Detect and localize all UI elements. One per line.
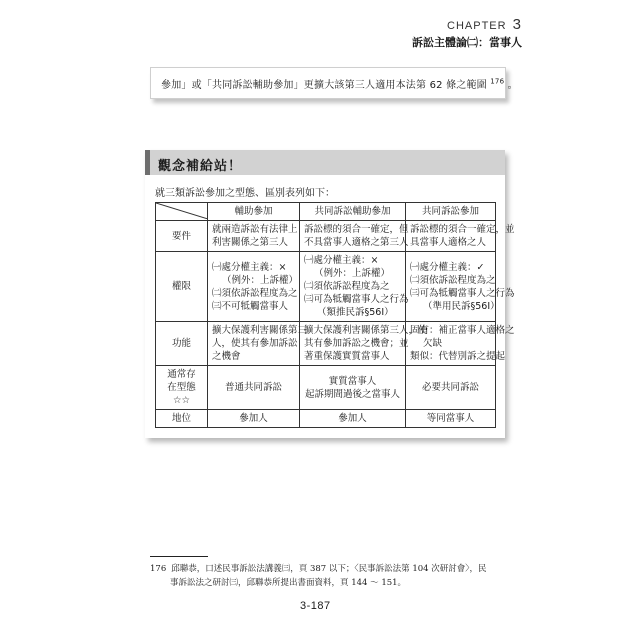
cell-line: 擴大保護利害關係第三 xyxy=(212,325,308,336)
row-label xyxy=(156,252,208,322)
cell-line: 普通共同訴訟 xyxy=(224,382,282,393)
column-header: 共同訴訟輔助參加 xyxy=(300,203,406,221)
table-cell xyxy=(208,252,300,322)
table-cell xyxy=(300,322,428,366)
title-accent-bar xyxy=(145,150,150,175)
chapter-title: 訴訟主體論㈡：當事人 xyxy=(412,36,522,49)
table-row xyxy=(156,252,496,322)
cell-line: ㈢可為牴觸當事人之行為 xyxy=(304,294,409,305)
chapter-word: CHAPTER xyxy=(447,20,507,32)
row-label-line: ☆☆ xyxy=(172,395,191,406)
row-label-line: 在型態 xyxy=(167,382,196,393)
table-cell xyxy=(300,410,406,428)
cell-line: 起訴期間過後之當事人 xyxy=(304,388,400,400)
cell-line: 訴訟標的須合一確定，但 xyxy=(304,224,409,235)
cell-line: ㈠處分權主義：× xyxy=(304,255,379,266)
table-cell xyxy=(406,410,496,428)
quote-body: 參加」或「共同訴訟輔助參加」更擴大該第三人適用本法第 62 條之範圍 xyxy=(161,80,487,91)
footnote-text-line: 邱聯恭，口述民事訴訟法講義㈢，頁 387 以下；〈民事訴訟法第 104 次研討會〉，民 xyxy=(171,564,487,574)
cell-line: ㈢可為牴觸當事人之行為 xyxy=(410,287,515,299)
cell-line: 欠缺 xyxy=(423,338,443,349)
table-cell xyxy=(208,322,308,366)
running-header xyxy=(412,16,522,50)
quote-end: 。 xyxy=(507,80,518,91)
table-cell xyxy=(406,366,496,410)
row-label xyxy=(156,221,208,252)
table-row xyxy=(156,410,496,428)
cell-line: 固有：補正當事人適格之 xyxy=(410,325,515,336)
cell-line: 類似：代替別訴之提起 xyxy=(410,351,506,362)
cell-line: ㈢不可牴觸當事人 xyxy=(212,300,289,312)
concept-title-bar xyxy=(145,150,505,175)
footnote-divider xyxy=(150,556,208,557)
table-row xyxy=(156,221,496,252)
table-corner-cell xyxy=(156,203,208,221)
table-header-row xyxy=(156,203,496,221)
cell-line: 具當事人適格之人 xyxy=(410,237,487,248)
cell-line: 參加人 xyxy=(338,413,367,424)
cell-line: 擴大保護利害關係第三人，使 xyxy=(304,325,428,336)
row-label xyxy=(156,366,208,410)
footnote xyxy=(150,562,500,590)
concept-intro: 就三類訴訟參加之型態、區別表列如下： xyxy=(155,188,335,199)
column-header: 共同訴訟參加 xyxy=(406,203,496,221)
row-label xyxy=(156,322,208,366)
cell-line: （例外：上訴權） xyxy=(314,268,391,279)
table-cell xyxy=(208,410,300,428)
cell-line: 訴訟標的須合一確定，並 xyxy=(410,224,515,235)
cell-line: 等同當事人 xyxy=(426,413,475,424)
table-cell xyxy=(406,221,515,252)
cell-line: （例外：上訴權） xyxy=(222,274,299,286)
diagonal-line-icon xyxy=(156,203,208,219)
cell-line: 之機會 xyxy=(212,351,241,362)
table-row xyxy=(156,366,496,410)
table-cell xyxy=(300,252,409,322)
cell-line: 必要共同訴訟 xyxy=(421,382,479,393)
chapter-number: 3 xyxy=(512,16,522,33)
row-label xyxy=(156,410,208,428)
table-cell xyxy=(406,322,515,366)
quote-box xyxy=(150,67,518,99)
row-label-line: 權限 xyxy=(171,281,191,292)
table-cell xyxy=(300,221,409,252)
cell-line: 利害關係之第三人 xyxy=(212,237,289,248)
footnote-number: 176 xyxy=(150,564,167,574)
table-row xyxy=(156,322,496,366)
cell-line: ㈠處分權主義：✓ xyxy=(410,261,485,273)
cell-line: ㈡須依訴訟程度為之 xyxy=(212,287,298,299)
cell-line: ㈠處分權主義：× xyxy=(212,261,287,273)
chapter-label xyxy=(412,16,522,33)
cell-line: （類推民訴§56Ⅰ） xyxy=(317,307,394,318)
row-label-line: 功能 xyxy=(171,338,191,349)
column-header: 輔助參加 xyxy=(208,203,300,221)
row-label-line: 要件 xyxy=(171,230,191,242)
cell-line: ㈡須依訴訟程度為之 xyxy=(304,281,390,292)
row-label-line: 通常存 xyxy=(167,369,196,380)
page-number: 3-187 xyxy=(300,600,331,612)
footnote-text-line: 事訴訟法之研討㈢，邱聯恭所提出書面資料，頁 144 ～ 151。 xyxy=(170,578,407,588)
cell-line: 其有參加訴訟之機會；並 xyxy=(304,338,409,349)
cell-line: 不具當事人適格之第三人 xyxy=(304,237,409,248)
table-cell xyxy=(300,366,406,410)
cell-line: 著重保護實質當事人 xyxy=(304,351,390,362)
quote-text xyxy=(161,76,518,91)
table-cell xyxy=(208,221,300,252)
cell-line: 實質當事人 xyxy=(328,375,377,387)
cell-line: 人，使其有參加訴訟 xyxy=(212,338,298,349)
cell-line: 參加人 xyxy=(239,413,268,424)
cell-line: （準用民訴§56Ⅰ） xyxy=(423,300,500,312)
cell-line: 就兩造訴訟有法律上 xyxy=(212,224,298,235)
concept-box xyxy=(145,150,515,438)
footnote-reference[interactable]: 176 xyxy=(490,77,505,86)
comparison-table xyxy=(155,202,515,428)
table-cell xyxy=(208,366,300,410)
table-cell xyxy=(406,252,515,322)
concept-title: 觀念補給站！ xyxy=(158,159,243,174)
row-label-line: 地位 xyxy=(171,413,191,424)
cell-line: ㈡須依訴訟程度為之 xyxy=(410,274,496,286)
